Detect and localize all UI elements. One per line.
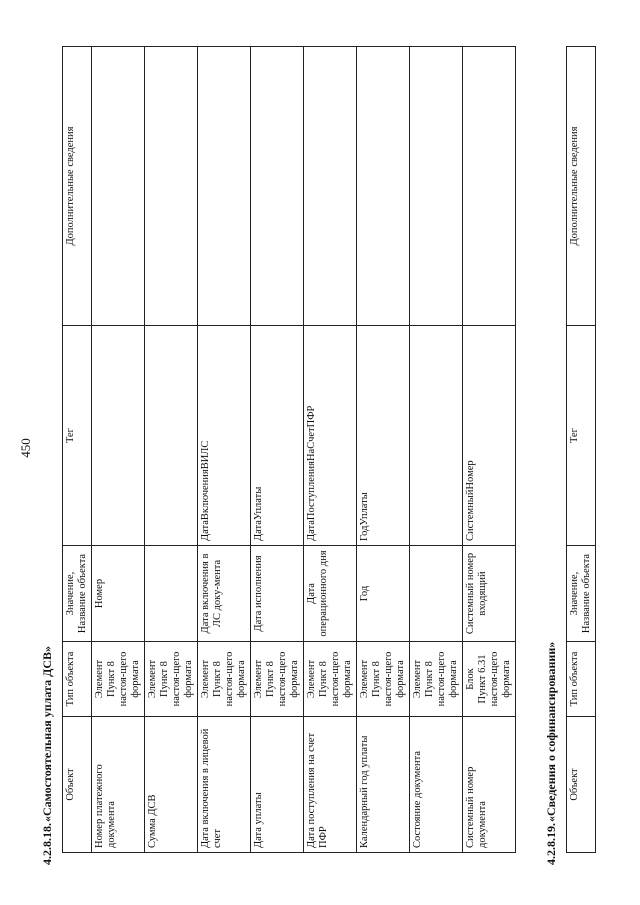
cell-object: Календарный год уплаты [357,717,410,853]
dsv-payment-table [62,46,516,853]
cell-object-type [198,642,251,717]
cell-tag: ДатаВключенияВИЛС [198,326,251,546]
cell-tag [410,326,463,546]
cell-value [145,546,198,642]
header-additional: Дополнительные сведения [567,47,596,326]
cell-additional [251,47,304,326]
type-reference: Пункт 8 настоя-щего формата [159,651,194,707]
cell-tag: ДатаУплаты [251,326,304,546]
type-reference: Пункт 8 настоя-щего формата [265,651,300,707]
table-row [92,47,145,853]
cell-value [410,546,463,642]
type-reference: Пункт 8 настоя-щего формата [318,651,353,707]
type-kind: Элемент [306,659,317,699]
type-kind: Элемент [147,659,158,699]
table-header-row [567,47,596,853]
cell-object-type [304,642,357,717]
cell-object: Дата включения в лицевой счет [198,717,251,853]
header-object: Объект [567,717,596,853]
cell-object: Состояние документа [410,717,463,853]
header-value-name: Значение, Название объекта [63,546,92,642]
cell-additional [92,47,145,326]
cell-object: Дата уплаты [251,717,304,853]
table-row [251,47,304,853]
cell-tag: ДатаПоступленияНаСчетПФР [304,326,357,546]
type-kind: Элемент [200,659,211,699]
cell-object: Дата поступления на счет ПФР [304,717,357,853]
cell-object-type [145,642,198,717]
table-row [145,47,198,853]
header-tag: Тег [567,326,596,546]
type-kind: Элемент [412,659,423,699]
table-row [463,47,516,853]
table-row [410,47,463,853]
section-number-1: 4.2.8.18. [40,823,54,865]
type-reference: Пункт 8 настоя-щего формата [106,651,141,707]
table-row [198,47,251,853]
cell-object-type [410,642,463,717]
section-heading-1 [40,646,55,865]
cell-value: Дата исполнения [251,546,304,642]
cell-value: Год [357,546,410,642]
header-object-type: Тип объекта [63,642,92,717]
cell-object-type [463,642,516,717]
cell-value: Дата операционного дня [304,546,357,642]
header-object-type: Тип объекта [567,642,596,717]
section-heading-2 [544,642,559,865]
section-title-2: «Сведения о софинансировании» [544,641,558,822]
table-header-row [63,47,92,853]
cell-tag: СистемныйНомер [463,326,516,546]
cell-value: Номер [92,546,145,642]
cell-object: Сумма ДСВ [145,717,198,853]
header-additional: Дополнительные сведения [63,47,92,326]
cell-object-type [357,642,410,717]
header-object: Объект [63,717,92,853]
type-kind: Элемент [253,659,264,699]
type-kind: Элемент [359,659,370,699]
cell-additional [463,47,516,326]
cofinancing-table [566,46,596,853]
cell-tag [145,326,198,546]
section-number-2: 4.2.8.19. [544,823,558,865]
cell-object-type [92,642,145,717]
table-row [304,47,357,853]
page-number: 450 [18,438,33,458]
header-value-name: Значение, Название объекта [567,546,596,642]
cell-additional [304,47,357,326]
table-row [357,47,410,853]
cell-tag [92,326,145,546]
header-tag: Тег [63,326,92,546]
cell-tag: ГодУплаты [357,326,410,546]
type-reference: Пункт 8 настоя-щего формата [424,651,459,707]
cell-object: Номер платежного документа [92,717,145,853]
cell-value: Дата включения в ЛС доку-мента [198,546,251,642]
type-reference: Пункт 6.31 настоя-щего формата [477,651,512,707]
cell-additional [145,47,198,326]
cell-value: Системный номер входящий [463,546,516,642]
cell-additional [357,47,410,326]
cell-additional [198,47,251,326]
cell-object: Системный номер документа [463,717,516,853]
cell-object-type [251,642,304,717]
type-reference: Пункт 8 настоя-щего формата [371,651,406,707]
cell-additional [410,47,463,326]
section-title-1: «Самостоятельная уплата ДСВ» [40,645,54,822]
type-kind: Элемент [94,659,105,699]
type-reference: Пункт 8 настоя-щего формата [212,651,247,707]
type-kind: Блок [465,668,476,690]
